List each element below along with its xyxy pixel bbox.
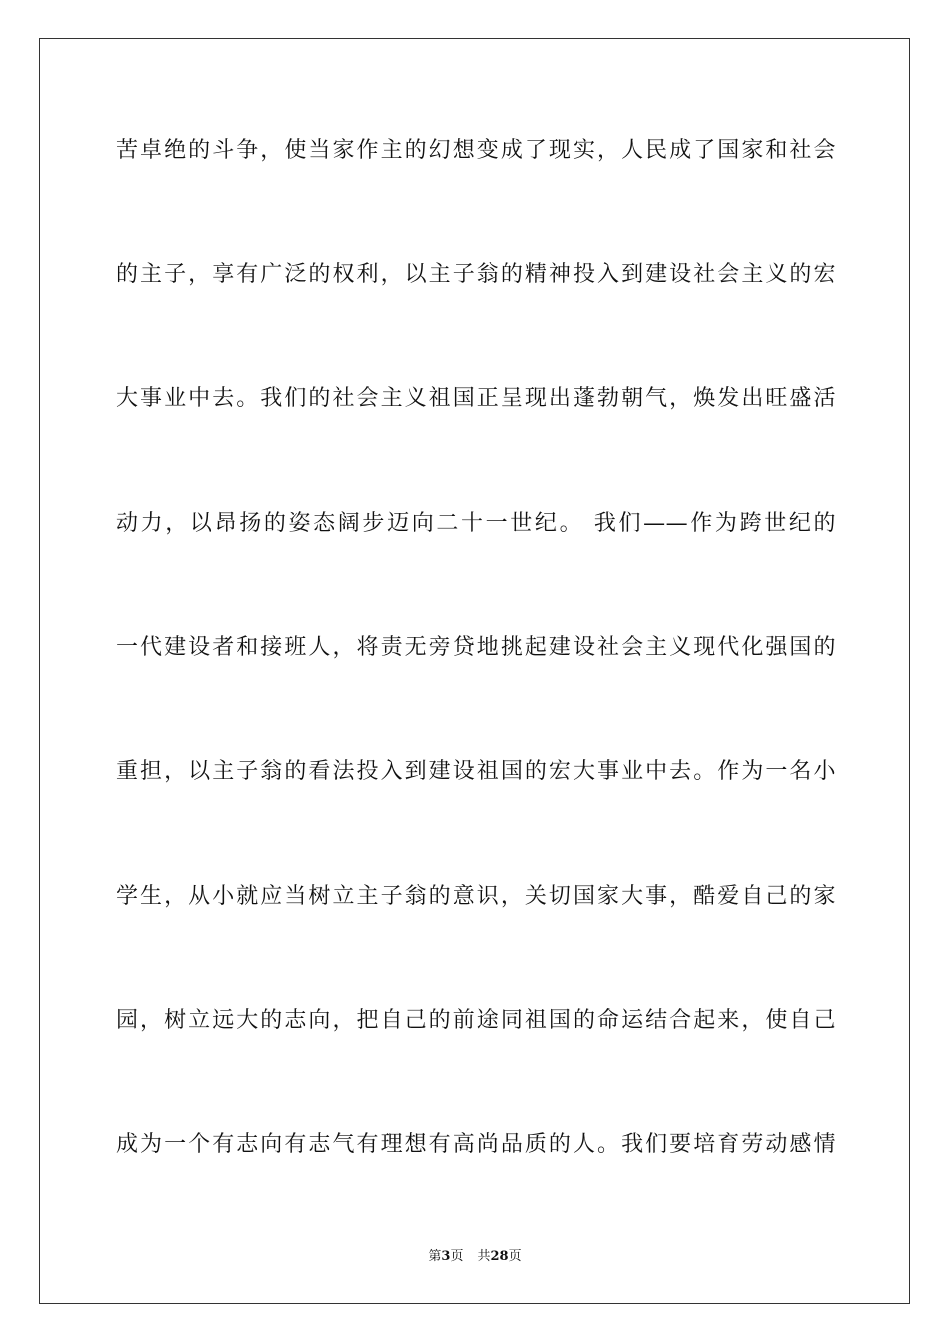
text-line: 的主子，享有广泛的权利，以主子翁的精神投入到建设社会主义的宏	[116, 262, 836, 287]
page-number: 3	[441, 1249, 451, 1264]
text-line: 一代建设者和接班人，将责无旁贷地挑起建设社会主义现代化强国的	[116, 635, 836, 660]
text-line: 重担，以主子翁的看法投入到建设祖国的宏大事业中去。作为一名小	[116, 759, 836, 784]
page-prefix: 第	[428, 1249, 442, 1264]
page-footer	[0, 1248, 950, 1266]
text-line: 动力，以昂扬的姿态阔步迈向二十一世纪。 我们——作为跨世纪的	[116, 511, 836, 536]
text-line: 学生，从小就应当树立主子翁的意识，关切国家大事，酷爱自己的家	[116, 884, 836, 909]
page-suffix: 页	[450, 1249, 464, 1264]
text-line: 园，树立远大的志向，把自己的前途同祖国的命运结合起来，使自己	[116, 1008, 836, 1033]
text-line: 大事业中去。我们的社会主义祖国正呈现出蓬勃朝气，焕发出旺盛活	[116, 386, 836, 411]
total-pages: 28	[490, 1249, 509, 1264]
text-line: 成为一个有志向有志气有理想有高尚品质的人。我们要培育劳动感情	[116, 1132, 836, 1157]
page-border	[39, 38, 910, 1304]
total-suffix: 页	[508, 1249, 522, 1264]
total-prefix: 共	[477, 1249, 491, 1264]
text-line: 苦卓绝的斗争，使当家作主的幻想变成了现实，人民成了国家和社会	[116, 138, 836, 163]
